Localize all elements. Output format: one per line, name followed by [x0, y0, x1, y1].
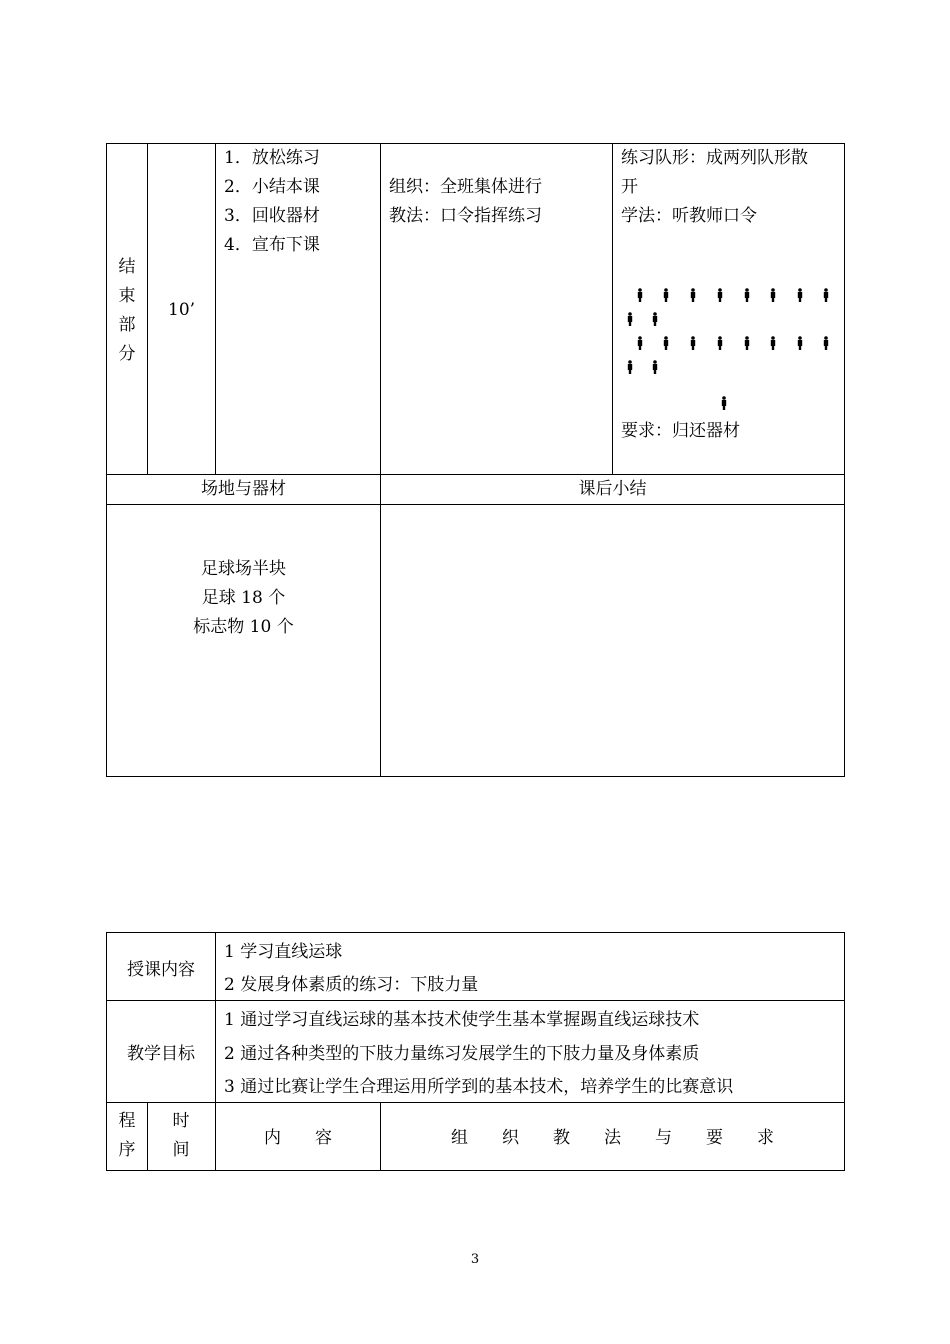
student-figure-icon [797, 288, 803, 302]
content-item: 3．回收器材 [224, 206, 320, 226]
content-item: 4．宣布下课 [224, 235, 320, 255]
student-figure-icon [663, 336, 669, 350]
student-figure-icon [823, 336, 829, 350]
venue-item: 足球场半块 [201, 559, 286, 579]
col-time-char: 间 [172, 1140, 190, 1160]
phase-char: 结 [118, 257, 136, 277]
goal-line: 3 通过比赛让学生合理运用所学到的基本技术，培养学生的比赛意识 [224, 1077, 734, 1097]
col-sequence-char: 序 [118, 1140, 136, 1160]
formation-title: 练习队形：成两列队形散 [621, 148, 808, 168]
phase-char: 部 [118, 315, 136, 335]
student-figure-icon [770, 288, 776, 302]
col-time [171, 1107, 191, 1165]
student-figure-icon [690, 336, 696, 350]
col-content: 内 容 [264, 1128, 332, 1148]
study-method: 学法：听教师口令 [621, 206, 757, 226]
phase-time: 10’ [168, 300, 196, 320]
student-figure-icon [627, 360, 633, 374]
student-figure-icon [690, 288, 696, 302]
student-figure-icon [663, 288, 669, 302]
student-figure-icon [797, 336, 803, 350]
student-figure-icon [652, 360, 658, 374]
phase-char: 分 [118, 344, 136, 364]
venue-item: 足球 18 个 [201, 588, 286, 608]
student-figure-icon [744, 288, 750, 302]
venue-header: 场地与器材 [201, 479, 286, 499]
student-figure-icon [717, 336, 723, 350]
col-time-char: 时 [172, 1111, 190, 1131]
goal-line: 2 通过各种类型的下肢力量练习发展学生的下肢力量及身体素质 [224, 1044, 700, 1064]
content-label: 授课内容 [127, 960, 195, 980]
student-figure-icon [627, 312, 633, 326]
teacher-figure-icon [721, 396, 727, 410]
phase-char: 束 [118, 286, 136, 306]
col-sequence [117, 1107, 137, 1165]
organization-line: 教法：口令指挥练习 [389, 206, 542, 226]
requirement: 要求：归还器材 [621, 421, 740, 441]
student-figure-icon [744, 336, 750, 350]
student-figure-icon [637, 336, 643, 350]
summary-body [381, 505, 844, 776]
student-figure-icon [717, 288, 723, 302]
content-line: 2 发展身体素质的练习：下肢力量 [224, 975, 479, 995]
content-line: 1 学习直线运球 [224, 942, 343, 962]
goal-line: 1 通过学习直线运球的基本技术使学生基本掌握踢直线运球技术 [224, 1010, 700, 1030]
col-method: 组 织 教 法 与 要 求 [451, 1128, 774, 1148]
content-item: 1．放松练习 [224, 148, 320, 168]
venue-item: 标志物 10 个 [193, 617, 294, 637]
phase-label [117, 253, 137, 369]
student-figure-icon [652, 312, 658, 326]
page-number: 3 [470, 1252, 480, 1267]
student-figure-icon [823, 288, 829, 302]
student-figure-icon [637, 288, 643, 302]
formation-title-cont: 开 [621, 177, 638, 197]
summary-header: 课后小结 [578, 479, 647, 499]
goal-label: 教学目标 [127, 1044, 195, 1064]
content-item: 2．小结本课 [224, 177, 320, 197]
student-figure-icon [770, 336, 776, 350]
organization-line: 组织：全班集体进行 [389, 177, 542, 197]
col-sequence-char: 程 [118, 1111, 136, 1131]
